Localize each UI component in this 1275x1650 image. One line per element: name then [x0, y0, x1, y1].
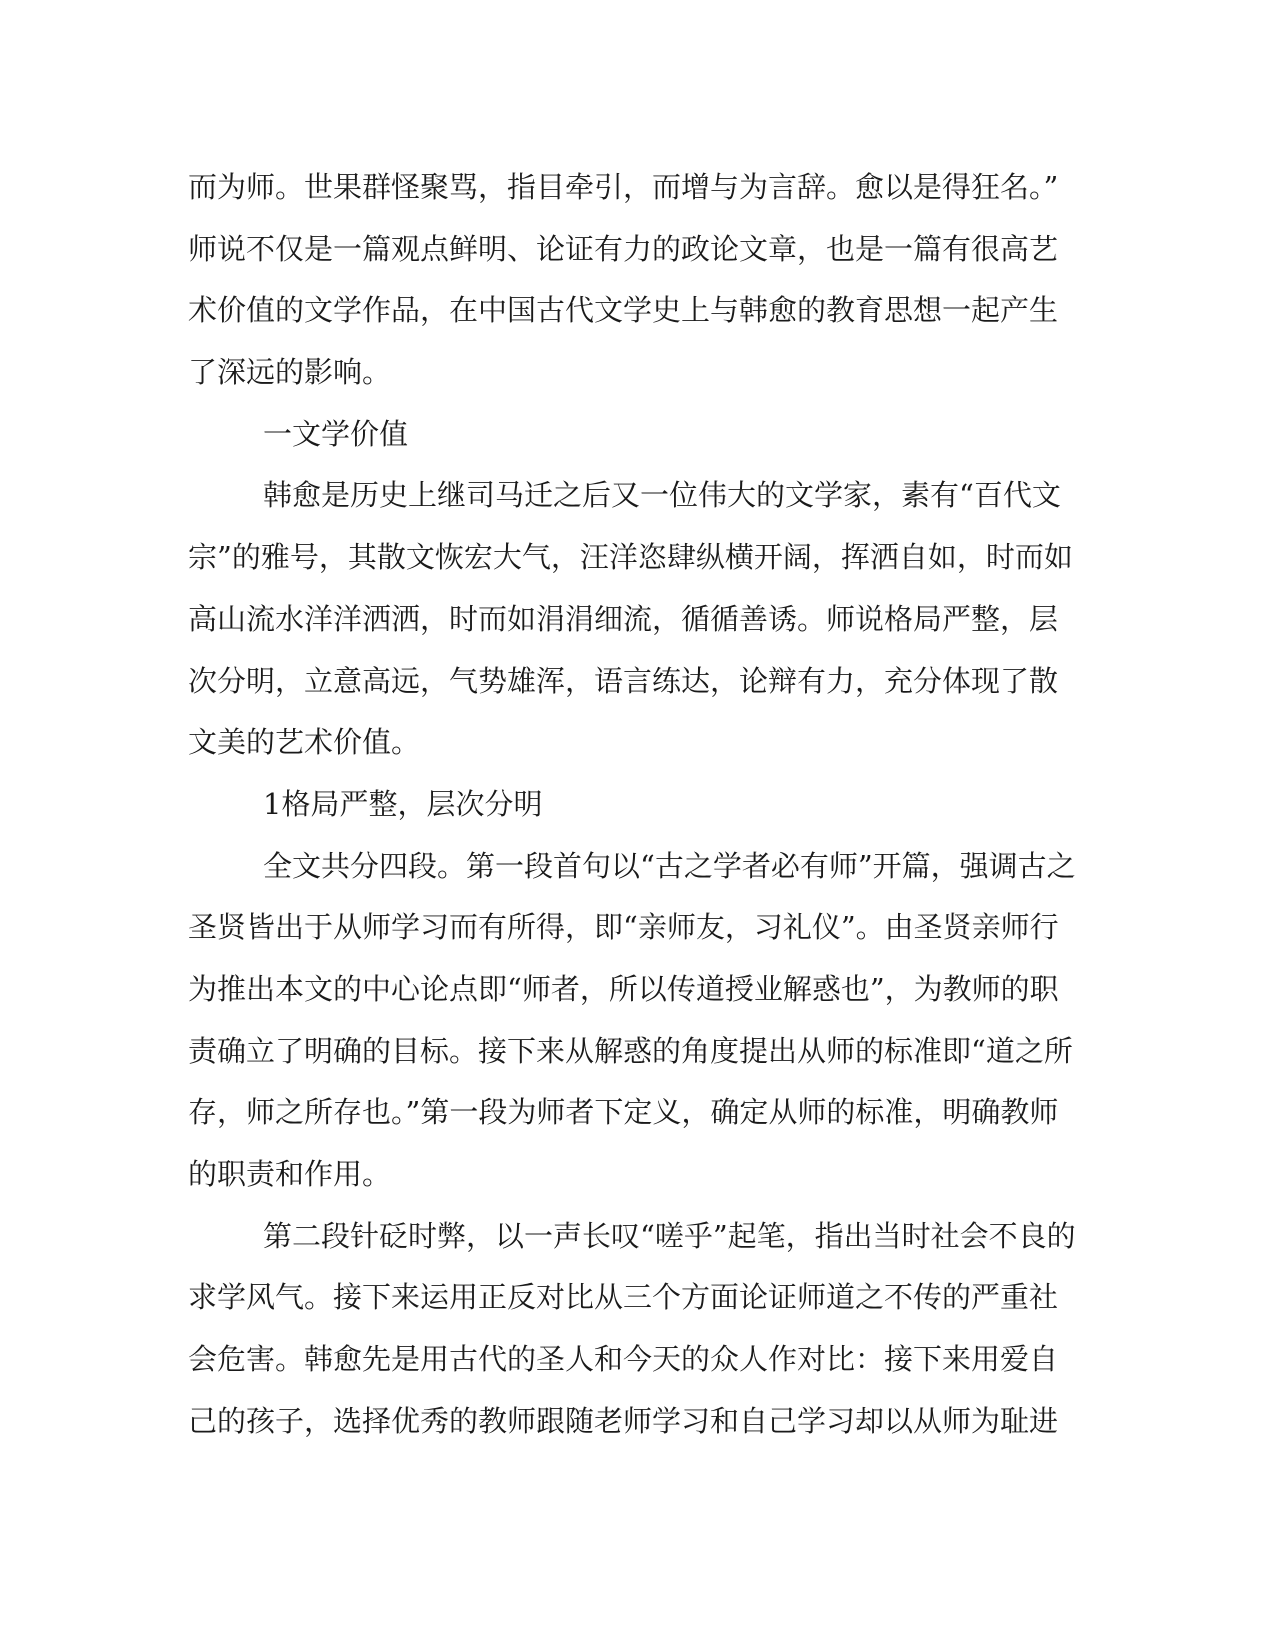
text-line: 己的孩子，选择优秀的教师跟随老师学习和自己学习却以从师为耻进 [188, 1403, 1059, 1438]
text-line: 术价值的文学作品，在中国古代文学史上与韩愈的教育思想一起产生 [188, 293, 1059, 328]
text-line: 了深远的影响。 [188, 355, 392, 390]
text-line: 为推出本文的中心论点即“师者，所以传道授业解惑也”，为教师的职 [188, 971, 1059, 1006]
text-line: 师说不仅是一篇观点鲜明、论证有力的政论文章，也是一篇有很高艺 [188, 231, 1059, 266]
paragraph [188, 465, 1073, 773]
text-line: 次分明，立意高远，气势雄浑，语言练达，论辩有力，充分体现了散 [188, 663, 1059, 698]
paragraph [188, 836, 1076, 1206]
paragraph [188, 1206, 1076, 1453]
text-line: 全文共分四段。第一段首句以“古之学者必有师”开篇，强调古之 [263, 848, 1076, 883]
text-line: 一文学价值 [263, 416, 409, 451]
text-line: 宗”的雅号，其散文恢宏大气，汪洋恣肆纵横开阔，挥洒自如，时而如 [188, 540, 1073, 575]
paragraph [188, 774, 1073, 836]
text-line: 会危害。韩愈先是用古代的圣人和今天的众人作对比：接下来用爱自 [188, 1342, 1059, 1377]
paragraph [188, 157, 1073, 404]
paragraph [188, 404, 1073, 466]
text-container [188, 157, 1076, 1452]
text-line: 的职责和作用。 [188, 1157, 392, 1191]
text-line: 而为师。世果群怪聚骂，指目牵引，而增与为言辞。愈以是得狂名。” [188, 170, 1059, 204]
text-line: 存，师之所存也。”第一段为师者下定义，确定从师的标准，明确教师 [188, 1095, 1059, 1130]
text-line: 求学风气。接下来运用正反对比从三个方面论证师道之不传的严重社 [188, 1280, 1059, 1315]
text-line: 责确立了明确的目标。接下来从解惑的角度提出从师的标准即“道之所 [188, 1033, 1073, 1068]
text-line: 高山流水洋洋洒洒，时而如涓涓细流，循循善诱。师说格局严整，层 [188, 601, 1059, 636]
text-line: 韩愈是历史上继司马迁之后又一位伟大的文学家，素有“百代文 [263, 478, 1061, 513]
text-line: 文美的艺术价值。 [188, 725, 421, 760]
text-line: 圣贤皆出于从师学习而有所得，即“亲师友，习礼仪”。由圣贤亲师行 [188, 910, 1059, 945]
text-line: 第二段针砭时弊，以一声长叹“嗟乎”起笔，指出当时社会不良的 [263, 1218, 1076, 1253]
text-line: 1格局严整，层次分明 [263, 786, 543, 821]
